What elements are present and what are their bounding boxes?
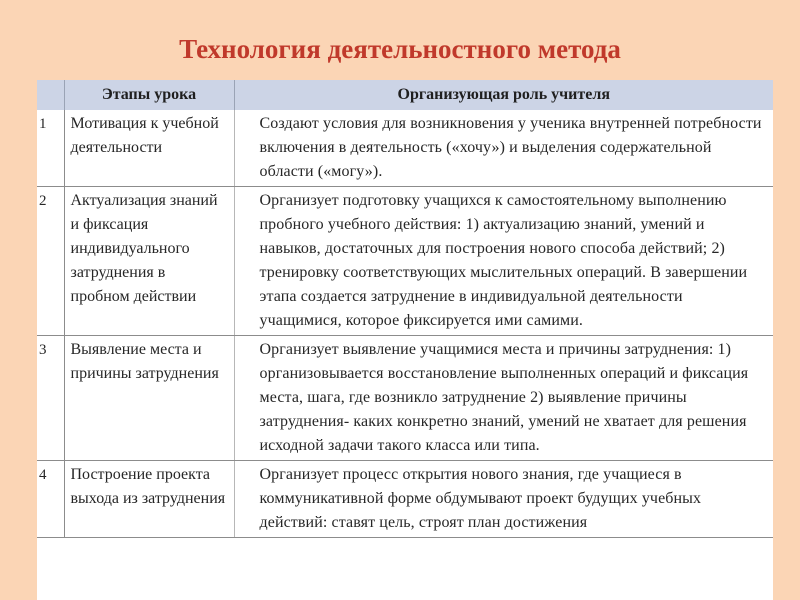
role-cell: Организует процесс открытия нового знания, где учащиеся в коммуникативной форме обдумывают проект будущих учебных действий: ставят цель, строят план достижения — [234, 461, 773, 538]
stage-cell: Актуализация знаний и фиксация индивидуального затруднения в пробном действии — [64, 187, 234, 336]
stage-cell: Выявление места и причины затруднения — [64, 336, 234, 461]
role-cell: Организует выявление учащимися места и причины затруднения: 1) организовывается восстановление выполненных операций и фиксация места, шага, где возникло затруднение 2) выявление причины затруднения- каких конкретно знаний, умений не хватает для решения исходной задачи такого класса или типа. — [234, 336, 773, 461]
row-number: 4 — [37, 461, 64, 538]
header-stages: Этапы урока — [64, 80, 234, 110]
stage-cell: Мотивация к учебной деятельности — [64, 110, 234, 187]
row-number: 1 — [37, 110, 64, 187]
role-cell: Создают условия для возникновения у ученика внутренней потребности включения в деятельность («хочу») и выделения содержательной области («могу»). — [234, 110, 773, 187]
table-row — [37, 187, 773, 336]
role-cell: Организует подготовку учащихся к самостоятельному выполнению пробного учебного действия: 1) актуализацию знаний, умений и навыков, достаточных для построения нового способа действий; 2) тренировку соответствующих мыслительных операций. В завершении этапа создается затруднение в индивидуальной деятельности учащимися, которое фиксируется ими самими. — [234, 187, 773, 336]
table-row — [37, 336, 773, 461]
header-teacher-role: Организующая роль учителя — [234, 80, 773, 110]
stage-cell: Построение проекта выхода из затруднения — [64, 461, 234, 538]
method-table — [37, 80, 773, 538]
row-number: 3 — [37, 336, 64, 461]
method-table-container — [37, 80, 773, 600]
header-number — [37, 80, 64, 110]
table-header-row — [37, 80, 773, 110]
table-row — [37, 461, 773, 538]
row-number: 2 — [37, 187, 64, 336]
page-title: Технология деятельностного метода — [179, 34, 621, 64]
table-row — [37, 110, 773, 187]
